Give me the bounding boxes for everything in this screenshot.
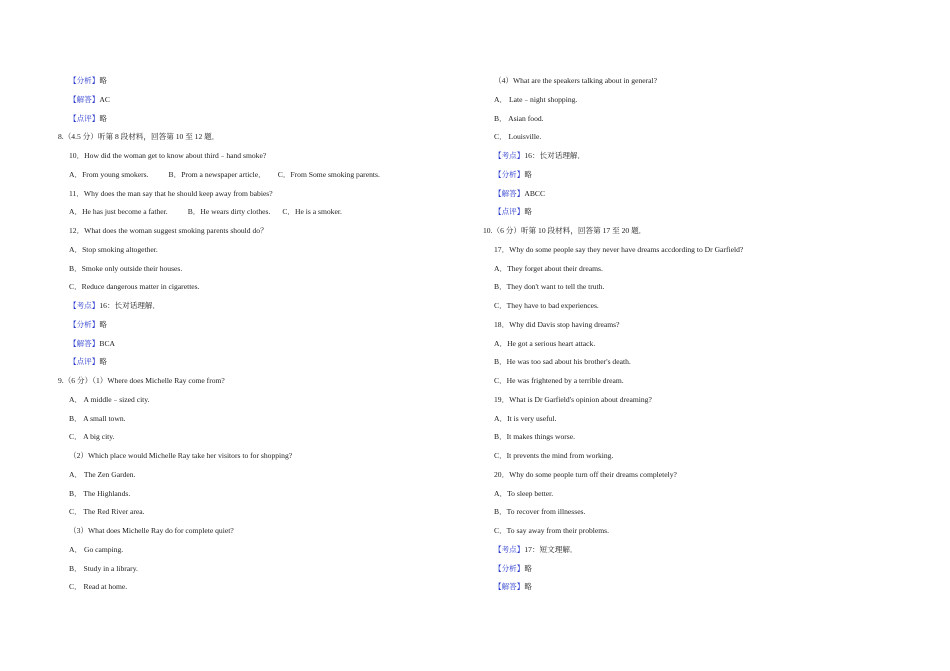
option-text: C．From Some smoking parents. (277, 169, 380, 179)
answer-tag-line (483, 578, 903, 597)
text-line: A． Late﹣night shopping. (494, 94, 578, 104)
answer-tag-label: 【点评】 (69, 357, 100, 367)
answer-tag-label: 【分析】 (494, 563, 525, 573)
answer-tag-label: 【解答】 (494, 582, 525, 592)
option-text: A．He has just become a father. (69, 207, 168, 217)
answer-tag-text: AC (99, 94, 110, 104)
answer-tag-line (58, 110, 458, 129)
text-line: B．It makes things worse. (494, 432, 575, 442)
text-line: A．To sleep better. (494, 488, 554, 498)
answer-tag-label: 【考点】 (494, 151, 525, 160)
text-line: 20．Why do some people turn off their dreams completely? (494, 469, 677, 479)
text-line: C．They have to bad experiences. (494, 301, 599, 310)
text-line: 18．Why did Davis stop having dreams? (494, 319, 620, 329)
text-line: B． Asian food. (494, 113, 544, 123)
text-line: C．To say away from their problems. (494, 526, 610, 535)
text-line: 19．What is Dr Garfield's opinion about dreaming? (494, 394, 652, 404)
option-row (58, 166, 458, 185)
answer-tag-text: 略 (524, 582, 532, 592)
answer-tag-label: 【点评】 (494, 207, 525, 217)
question-heading: 9.（6 分）（1）Where does Michelle Ray come from? (58, 376, 225, 385)
answer-tag-text: 17：短文理解． (524, 544, 578, 554)
answer-tag-text: 略 (99, 113, 107, 123)
option-text: C．He is a smoker. (282, 207, 342, 217)
answer-tag-line (483, 560, 903, 579)
answer-tag-line (483, 541, 903, 560)
text-line: C． The Red River area. (69, 507, 145, 517)
text-line: C．He was frightened by a terrible dream. (494, 376, 624, 385)
answer-tag-text: 略 (524, 563, 532, 573)
answer-tag-label: 【考点】 (494, 544, 525, 554)
text-line: 10．How did the woman get to know about third﹣hand smoke? (69, 151, 267, 160)
answer-tag-text: 略 (99, 76, 107, 85)
answer-tag-label: 【分析】 (69, 319, 100, 329)
text-line: B． The Highlands. (69, 488, 131, 498)
answer-tag-label: 【分析】 (69, 76, 100, 85)
question-heading: 10.（6 分）听第 10 段材料，回答第 17 至 20 题． (483, 226, 647, 235)
answer-tag-label: 【点评】 (69, 113, 100, 123)
text-line: （2）Which place would Michelle Ray take her visitors to for shopping? (69, 451, 293, 460)
option-text: A．From young smokers. (69, 169, 149, 179)
text-line: B．He was too sad about his brother's death. (494, 357, 631, 367)
answer-tag-text: 略 (99, 357, 107, 367)
left-column (58, 72, 458, 597)
text-line: C．It prevents the mind from working. (494, 451, 614, 460)
text-line: C． A big city. (69, 432, 115, 442)
answer-tag-text: 略 (524, 207, 532, 217)
text-line: A． A middle﹣sized city. (69, 394, 150, 404)
text-line: C． Read at home. (69, 582, 128, 592)
text-line: B． Study in a library. (69, 563, 138, 573)
answer-tag-line (58, 72, 458, 91)
option-text: B．Prom a newspaper article． (168, 169, 266, 179)
text-line: B．Smoke only outside their houses. (69, 263, 183, 273)
right-column (483, 72, 903, 597)
answer-tag-label: 【解答】 (69, 94, 100, 104)
option-text: B．He wears dirty clothes. (187, 207, 271, 217)
text-line: C． Louisville. (494, 132, 542, 142)
text-line: 12．What does the woman suggest smoking parents should do？ (69, 226, 268, 235)
question-heading: 8.（4.5 分）听第 8 段材料，回答第 10 至 12 题． (58, 132, 220, 142)
answer-tag-line (483, 185, 903, 204)
answer-tag-label: 【分析】 (494, 169, 525, 179)
text-line: A． The Zen Garden. (69, 469, 136, 479)
answer-tag-text: 略 (99, 319, 107, 329)
option-row (58, 203, 458, 222)
answer-tag-text: 略 (524, 169, 532, 179)
answer-tag-line (58, 353, 458, 372)
text-line: B． A small town. (69, 413, 126, 423)
answer-tag-line (483, 166, 903, 185)
answer-tag-line (483, 147, 903, 166)
text-line: B．They don't want to tell the truth. (494, 282, 605, 292)
text-line: 11．Why does the man say that he should keep away from babies? (69, 188, 273, 198)
text-line: （3）What does Michelle Ray do for complete quiet? (69, 526, 234, 535)
answer-tag-text: 16：长对话理解． (524, 151, 586, 160)
text-line: A． Go camping. (69, 544, 124, 554)
text-line: A．He got a serious heart attack. (494, 338, 596, 348)
answer-tag-line (58, 335, 458, 354)
answer-tag-label: 【解答】 (69, 338, 100, 348)
text-line: 17．Why do some people say they never have dreams accdording to Dr Garfield? (494, 244, 744, 254)
answer-tag-label: 【考点】 (69, 301, 100, 310)
text-line: A．It is very useful. (494, 413, 557, 423)
text-line: B．To recover from illnesses. (494, 507, 586, 517)
answer-tag-text: ABCC (524, 188, 546, 198)
text-line: A．They forget about their dreams. (494, 263, 603, 273)
text-line: A．Stop smoking altogether. (69, 244, 158, 254)
answer-tag-line (483, 203, 903, 222)
answer-tag-line (58, 91, 458, 110)
answer-tag-label: 【解答】 (494, 188, 525, 198)
answer-tag-text: BCA (99, 338, 115, 348)
answer-tag-text: 16：长对话理解． (99, 301, 161, 310)
answer-tag-line (58, 297, 458, 316)
text-line: C．Reduce dangerous matter in cigarettes. (69, 282, 200, 292)
text-line: （4）What are the speakers talking about in general? (494, 76, 657, 85)
answer-tag-line (58, 316, 458, 335)
